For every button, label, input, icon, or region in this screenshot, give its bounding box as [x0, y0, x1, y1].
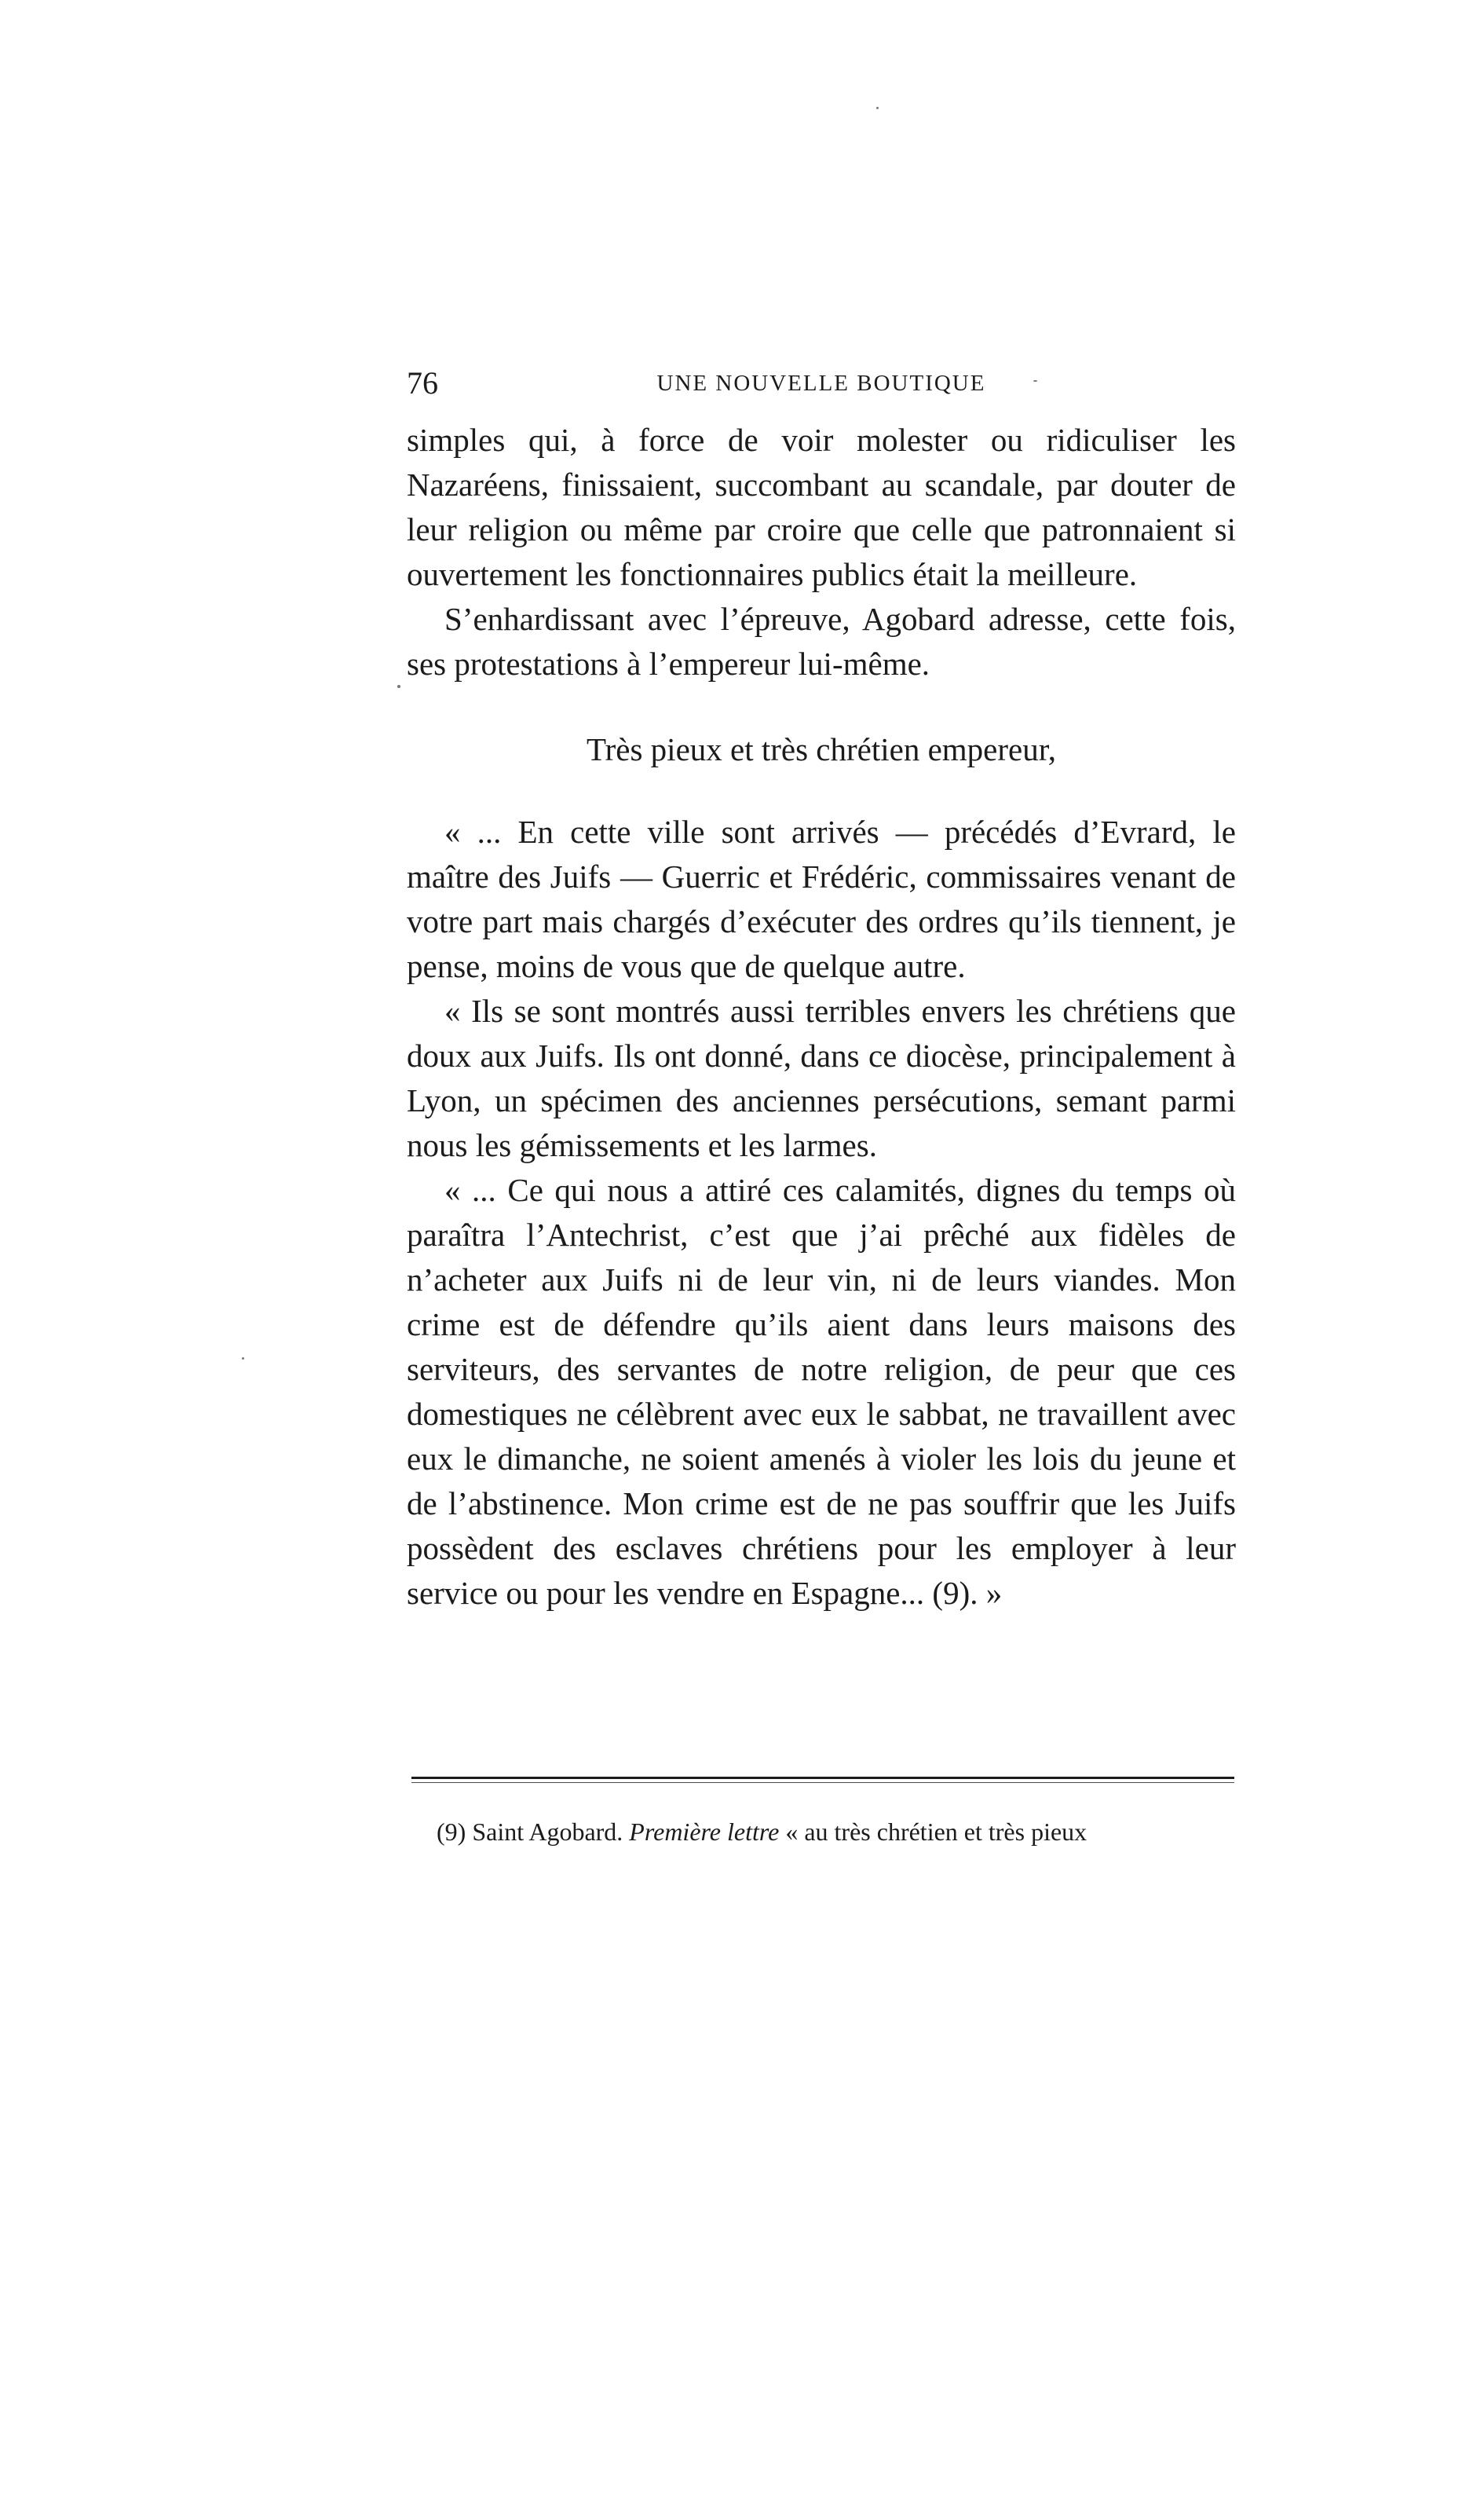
quote-paragraph-2: « Ils se sont montrés aussi terribles envers les chrétiens que doux aux Juifs. Ils ont donné, dans ce diocèse, principalement à Lyon, un spécimen des anciennes persécutions, semant parmi nous les gémissements et les larmes. — [407, 993, 1236, 1163]
footnote-divider-thin — [411, 1782, 1234, 1783]
quote-paragraph-1: « ... En cette ville sont arrivés — précédés d’Evrard, le maître des Juifs — Guerric et Frédéric, commissaires venant de votre part mais chargés d’exécuter des ordres qu’ils tiennent, je pense, moins de vous que de quelque autre. — [407, 814, 1236, 984]
footnote-text: (9) Saint Agobard. — [437, 1818, 630, 1846]
footnote-text-end: « au très chrétien et très pieux — [779, 1818, 1087, 1846]
page-header — [407, 360, 1236, 407]
page-number: 76 — [407, 365, 438, 401]
body-text — [407, 418, 1236, 1616]
paper-speck — [876, 107, 879, 109]
salutation: Très pieux et très chrétien empereur, — [587, 731, 1056, 767]
quote-paragraph-3: « ... Ce qui nous a attiré ces calamités, dignes du temps où paraîtra l’Antechrist, c’est que j’ai prêché aux fidèles de n’acheter aux Juifs ni de leur vin, ni de leurs viandes. Mon crime est de défendre qu’ils aient dans leurs maisons des serviteurs, des servantes de notre religion, de peur que ces domestiques ne célèbrent avec eux le sabbat, ne travaillent avec eux le dimanche, ne soient amenés à violer les lois du jeune et de l’abstinence. Mon crime est de ne pas souffrir que les Juifs possèdent des esclaves chrétiens pour les employer à leur service ou pour les vendre en Espagne... (9). » — [407, 1172, 1236, 1611]
paragraph-1: simples qui, à force de voir molester ou ridiculiser les Nazaréens, finissaient, succombant au scandale, par douter de leur religion ou même par croire que celle que patronnaient si ouvertement les fonctionnaires publics était la meilleure. — [407, 422, 1236, 592]
paper-speck — [397, 685, 400, 688]
footnote-divider — [411, 1777, 1234, 1779]
footnote — [437, 1814, 1234, 1849]
paper-speck — [242, 1357, 244, 1360]
paper-speck — [1033, 380, 1037, 382]
paragraph-2: S’enhardissant avec l’épreuve, Agobard adresse, cette fois, ses protestations à l’empereur lui-même. — [407, 601, 1236, 682]
running-title: UNE NOUVELLE BOUTIQUE — [656, 371, 986, 396]
footnote-title: Première lettre — [629, 1818, 780, 1846]
